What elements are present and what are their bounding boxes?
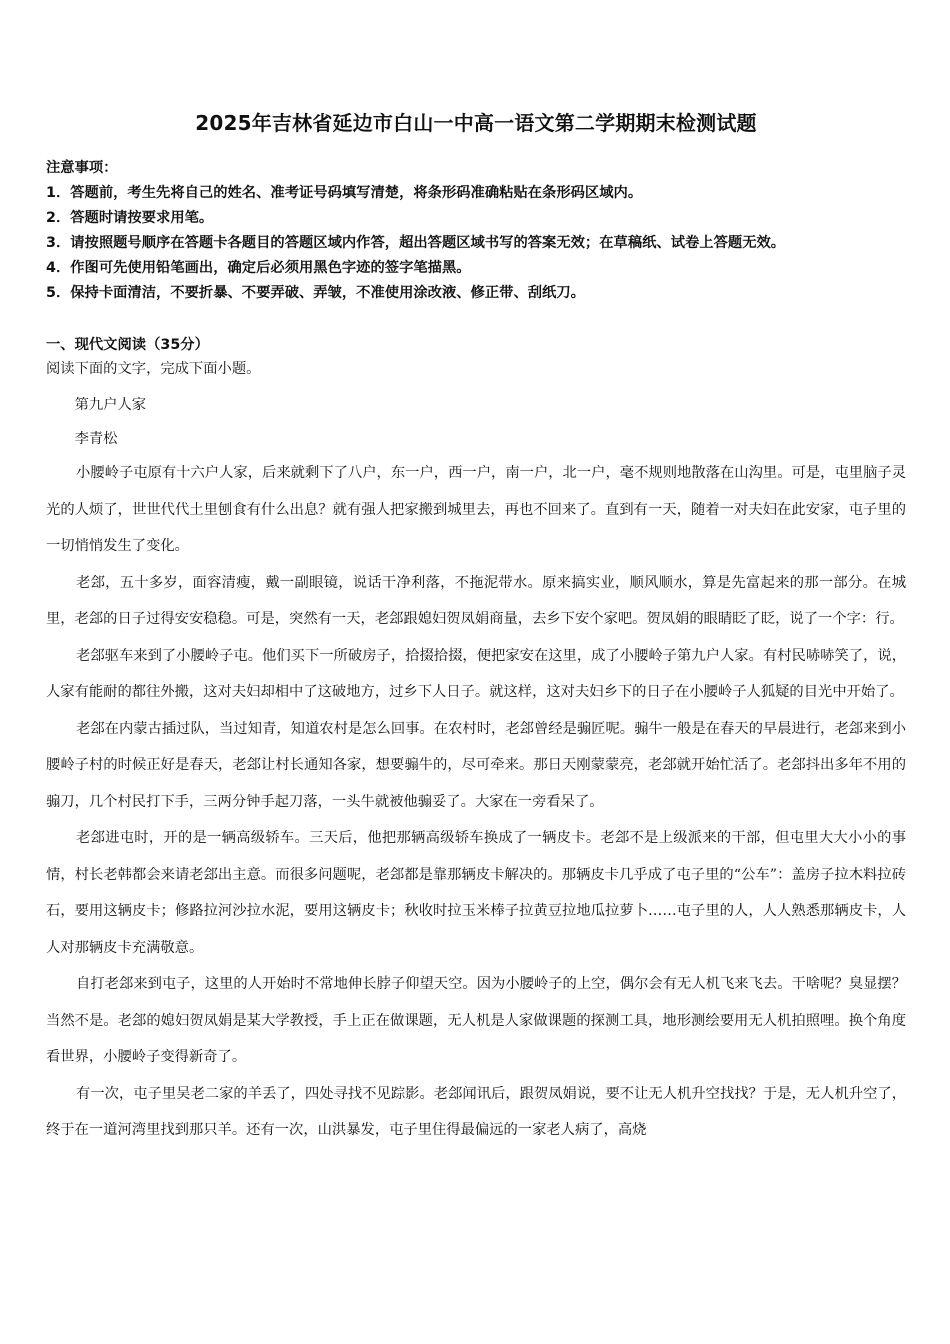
notice-item: 1．答题前，考生先将自己的姓名、准考证号码填写清楚，将条形码准确粘贴在条形码区域内。 <box>46 185 643 201</box>
section-instruction: 阅读下面的文字，完成下面小题。 <box>46 361 261 377</box>
notice-block <box>46 156 906 306</box>
notice-item: 4．作图可先使用铅笔画出，确定后必须用黑色字迹的签字笔描黑。 <box>46 260 471 276</box>
notice-item: 3．请按照题号顺序在答题卡各题目的答题区域内作答，超出答题区域书写的答案无效；在草稿纸、试卷上答题无效。 <box>46 235 786 251</box>
notice-heading: 注意事项： <box>46 160 118 176</box>
article-title: 第九户人家 <box>74 397 147 413</box>
section-modern-reading <box>46 333 906 1149</box>
notice-list <box>46 181 906 306</box>
article-paragraph: 老郐，五十多岁，面容清瘦，戴一副眼镜，说话干净利落，不拖泥带水。原来搞实业，顺风顺水，算是先富起来的那一部分。在城里，老郐的日子过得安安稳稳。可是，突然有一天，老郐跟媳妇贺凤娟商量，去乡下安个家吧。贺凤娟的眼睛眨了眨，说了一个字：行。 <box>46 574 906 627</box>
article-author: 李青松 <box>74 431 118 447</box>
article-paragraph: 自打老郐来到屯子，这里的人开始时不常地伸长脖子仰望天空。因为小腰岭子的上空，偶尔会有无人机飞来飞去。干啥呢？臭显摆？当然不是。老郐的媳妇贺凤娟是某大学教授，手上正在做课题，无人机是人家做课题的探测工具，地形测绘要用无人机拍照哩。换个角度看世界，小腰岭子变得新奇了。 <box>46 976 906 1065</box>
article-paragraph: 老郐驱车来到了小腰岭子屯。他们买下一所破房子，拾掇拾掇，便把家安在这里，成了小腰岭子第九户人家。有村民哧哧笑了，说，人家有能耐的都往外搬，这对夫妇却相中了这破地方，过乡下人日子。就这样，这对夫妇乡下的日子在小腰岭子人狐疑的目光中开始了。 <box>46 647 906 700</box>
notice-item: 5．保持卡面清洁，不要折暴、不要弄破、弄皱，不准使用涂改液、修正带、刮纸刀。 <box>46 285 585 301</box>
article-paragraph: 老郐在内蒙古插过队，当过知青，知道农村是怎么回事。在农村时，老郐曾经是骟匠呢。骟牛一般是在春天的早晨进行，老郐来到小腰岭子村的时候正好是春天，老郐让村长通知各家，想要骟牛的，尽可牵来。那日天刚蒙蒙亮，老郐就开始忙活了。老郐抖出多年不用的骟刀，几个村民打下手，三两分钟手起刀落，一头牛就被他骟妥了。大家在一旁看呆了。 <box>46 720 906 810</box>
article-paragraph: 老郐进屯时，开的是一辆高级轿车。三天后，他把那辆高级轿车换成了一辆皮卡。老郐不是上级派来的干部，但屯里大大小小的事情，村长老韩都会来请老郐出主意。而很多问题呢，老郐都是靠那辆皮卡解决的。那辆皮卡几乎成了屯子里的“公车”：盖房子拉木料拉砖石，要用这辆皮卡；修路拉河沙拉水泥，要用这辆皮卡；秋收时拉玉米棒子拉黄豆拉地瓜拉萝卜……屯子里的人，人人熟悉那辆皮卡，人人对那辆皮卡充满敬意。 <box>46 830 906 956</box>
section-heading: 一、现代文阅读（35分） <box>46 337 209 353</box>
article-paragraph: 小腰岭子屯原有十六户人家，后来就剩下了八户，东一户，西一户，南一户，北一户，毫不规则地散落在山沟里。可是，屯里脑子灵光的人烦了，世世代代土里刨食有什么出息？就有强人把家搬到城里去，再也不回来了。直到有一天，随着一对夫妇在此安家，屯子里的一切悄悄发生了变化。 <box>46 465 906 554</box>
article-paragraph: 有一次，屯子里吴老二家的羊丢了，四处寻找不见踪影。老郐闻讯后，跟贺凤娟说，要不让无人机升空找找？于是，无人机升空了，终于在一道河湾里找到那只羊。还有一次，山洪暴发，屯子里住得最偏远的一家老人病了，高烧 <box>46 1085 906 1138</box>
exam-title: 2025年吉林省延边市白山一中高一语文第二学期期末检测试题 <box>195 111 757 135</box>
article-body <box>46 455 906 1149</box>
notice-item: 2．答题时请按要求用笔。 <box>46 210 214 226</box>
